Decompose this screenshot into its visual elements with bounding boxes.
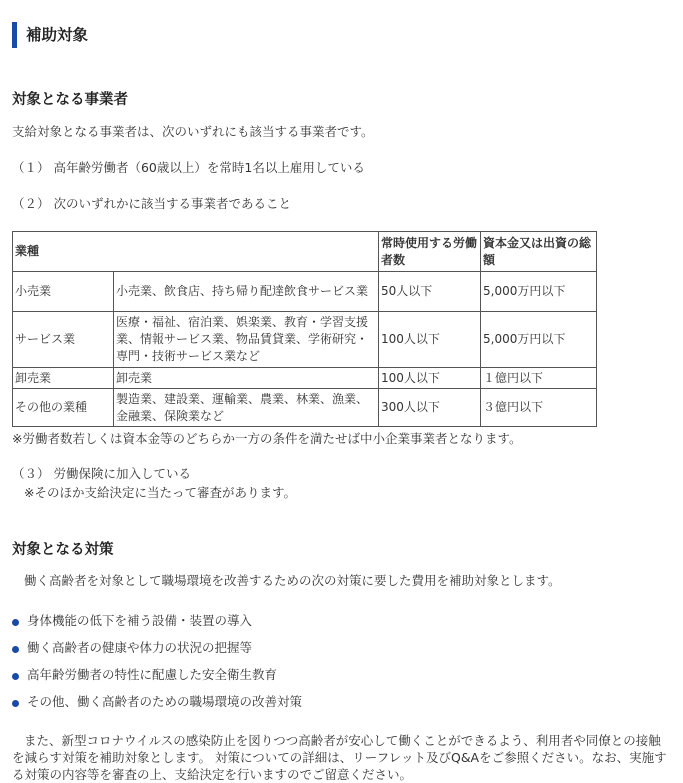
condition-3: （３） 労働保険に加入している	[12, 466, 191, 481]
industry-type: その他の業種	[13, 389, 114, 427]
condition-2: （２） 次のいずれかに該当する事業者であること	[12, 196, 291, 211]
table-header-row	[13, 232, 597, 272]
capital-limit: ３億円以下	[481, 389, 597, 427]
industry-type: 卸売業	[13, 368, 114, 389]
table-note: ※労働者数若しくは資本金等のどちらか一方の条件を満たせば中小企業事業者となります。	[12, 431, 522, 446]
table-row	[13, 368, 597, 389]
table-row	[13, 389, 597, 427]
list-item-text: 高年齢労働者の特性に配慮した安全衛生教育	[27, 667, 278, 682]
worker-limit: 100人以下	[379, 312, 481, 368]
list-item-text: 身体機能の低下を補う設備・装置の導入	[27, 613, 253, 628]
closing-paragraph-text: また、新型コロナウイルスの感染防止を図りつつ高齢者が安心して働くことができるよう、利用者や同僚との接触を減らす対策を補助対象とします。 対策についての詳細は、リーフレット及びQ&Aをご参照ください。なお、実施する対策の内容等を審査の上、支給決定を行いますのでご留意ください。	[12, 733, 667, 782]
capital-limit: 5,000万円以下	[481, 312, 597, 368]
capital-limit: １億円以下	[481, 368, 597, 389]
header-capital: 資本金又は出資の総額	[481, 232, 597, 272]
eligible-heading: 対象となる事業者	[12, 92, 128, 108]
capital-limit: 5,000万円以下	[481, 272, 597, 312]
list-item-text: その他、働く高齢者のための職場環境の改善対策	[27, 694, 303, 709]
business-size-table	[12, 231, 597, 427]
header-workers: 常時使用する労働者数	[379, 232, 481, 272]
closing-paragraph	[12, 732, 672, 783]
bullet-icon	[12, 673, 19, 680]
worker-limit: 300人以下	[379, 389, 481, 427]
eligible-intro: 支給対象となる事業者は、次のいずれにも該当する事業者です。	[12, 124, 374, 139]
industry-detail: 医療・福祉、宿泊業、娯楽業、教育・学習支援業、情報サービス業、物品賃貸業、学術研究・専門・技術サービス業など	[114, 312, 379, 368]
industry-type: 小売業	[13, 272, 114, 312]
condition-3-note: ※そのほか支給決定に当たって審査があります。	[24, 485, 296, 500]
section-title: 補助対象	[12, 22, 88, 48]
bullet-icon	[12, 646, 19, 653]
table-row	[13, 272, 597, 312]
measures-heading: 対象となる対策	[12, 542, 114, 558]
table-row	[13, 312, 597, 368]
bullet-icon	[12, 619, 19, 626]
worker-limit: 50人以下	[379, 272, 481, 312]
industry-detail: 製造業、建設業、運輸業、農業、林業、漁業、金融業、保険業など	[114, 389, 379, 427]
industry-detail: 卸売業	[114, 368, 379, 389]
header-industry: 業種	[13, 232, 379, 272]
measures-list	[12, 606, 302, 714]
bullet-icon	[12, 700, 19, 707]
industry-type: サービス業	[13, 312, 114, 368]
measures-intro: 働く高齢者を対象として職場環境を改善するための次の対策に要した費用を補助対象とします。	[24, 573, 561, 588]
condition-1: （１） 高年齢労働者（60歳以上）を常時1名以上雇用している	[12, 160, 365, 175]
worker-limit: 100人以下	[379, 368, 481, 389]
industry-detail: 小売業、飲食店、持ち帰り配達飲食サービス業	[114, 272, 379, 312]
list-item	[12, 633, 302, 660]
list-item-text: 働く高齢者の健康や体力の状況の把握等	[27, 640, 253, 655]
list-item	[12, 660, 302, 687]
list-item	[12, 606, 302, 633]
list-item	[12, 687, 302, 714]
